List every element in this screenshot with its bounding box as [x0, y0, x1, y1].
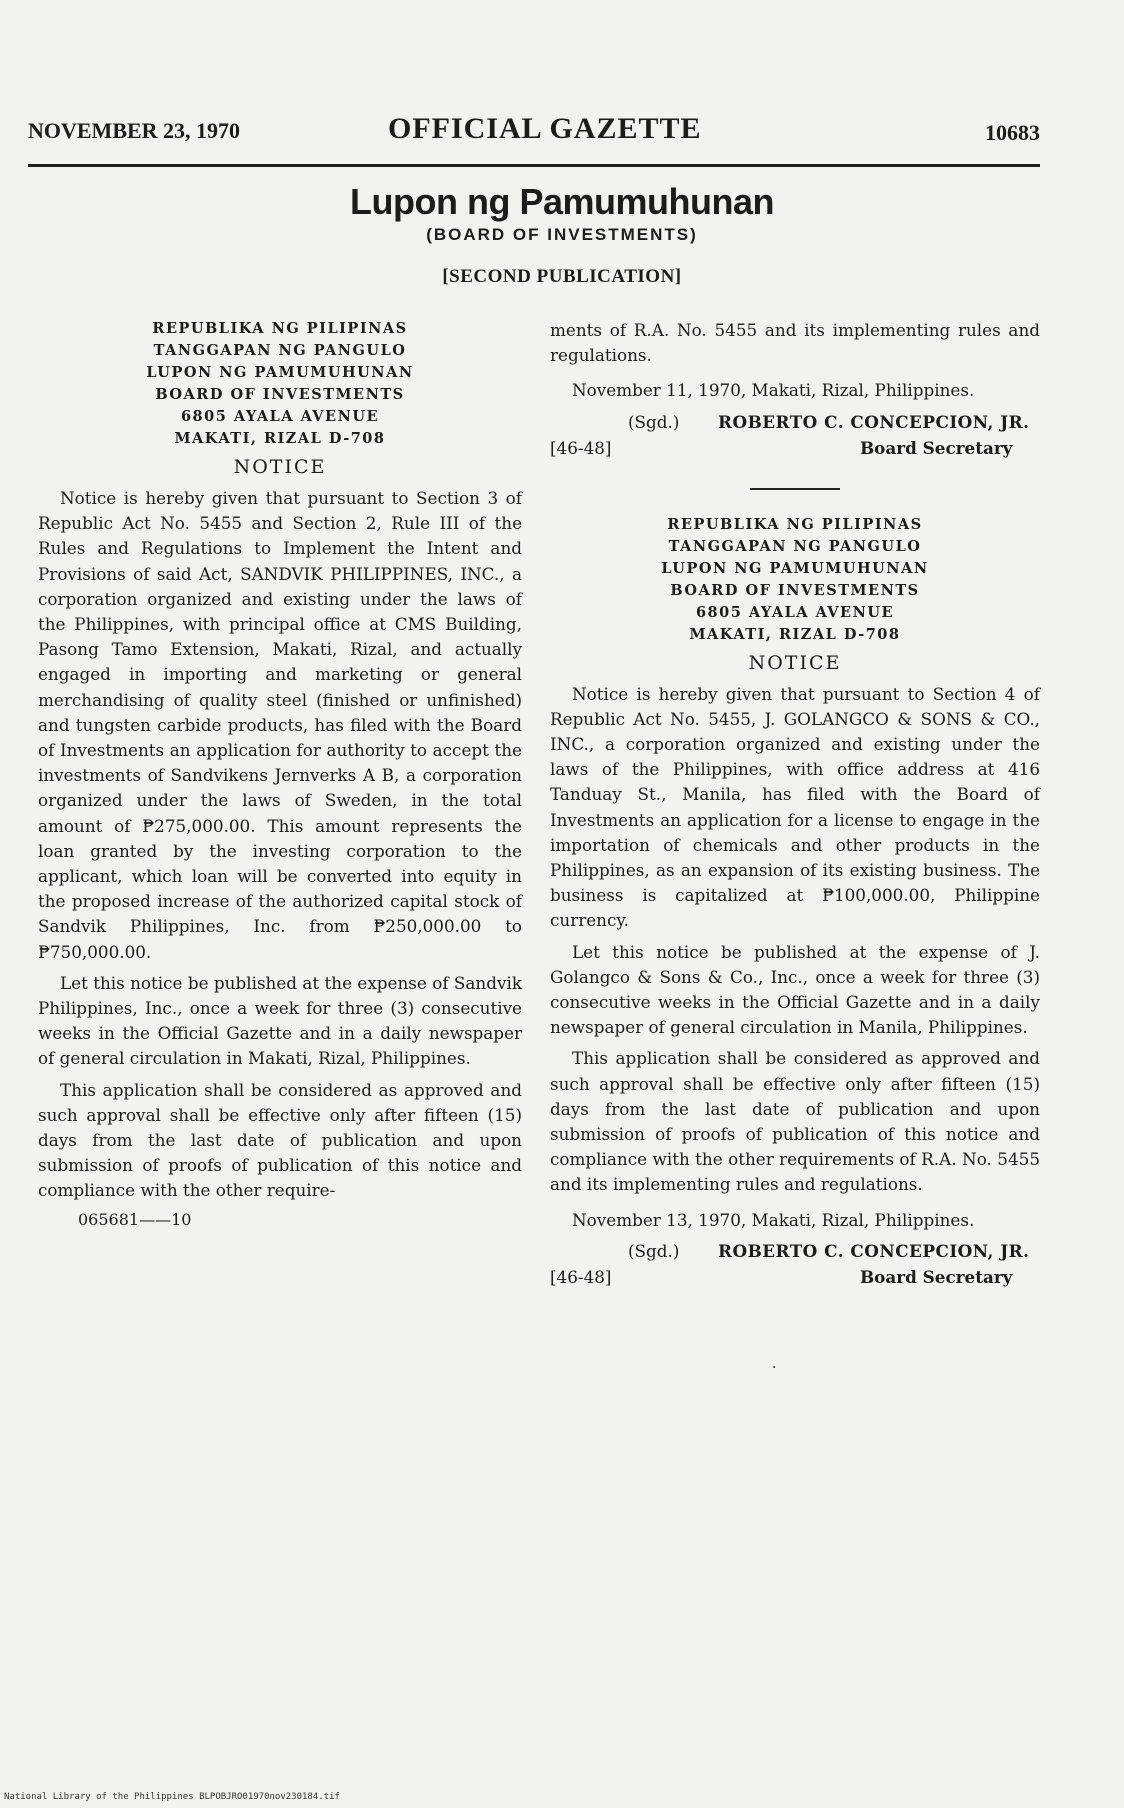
notice1-heading: NOTICE — [233, 456, 327, 478]
signer-role: Board Secretary — [860, 437, 1013, 458]
header-date: NOVEMBER 23, 1970 — [28, 118, 241, 143]
address-line: LUPON NG PAMUMUHUNAN — [661, 559, 929, 577]
section-subtitle: (BOARD OF INVESTMENTS) — [426, 225, 698, 244]
header-page-number: 10683 — [985, 120, 1040, 145]
address-line: TANGGAPAN NG PANGULO — [153, 342, 407, 359]
address-line: 6805 AYALA AVENUE — [695, 603, 895, 621]
stray-dot: · — [772, 1360, 777, 1376]
page-header — [28, 112, 1040, 152]
notice1-paragraph-1: Notice is hereby given that pursuant to Section 3 of Republic Act No. 5455 and Section 2, Rule III of the Rules and Regulations to Implement the Intent and Provisions of said Act, SANDVIK PHILIPPINES, INC., a corporation organized and existing under the laws of the Philippines, with principal office at CMS Building, Pasong Tamo Extension, Makati, Rizal, and actually engaged in importing and marketing or general merchandising of quality steel (finished or unfinished) and tungsten carbide products, has filed with the Board of Investments an application for authority to accept the investments of Sandvikens Jernverks A B, a corporation organized under the laws of Sweden, in the total amount of ₱275,000.00. This amount represents the loan granted by the investing corporation to the applicant, which loan will be converted into equity in the proposed increase of the authorized capital stock of Sandvik Philippines, Inc. from ₱250,000.00 to ₱750,000.00. — [38, 488, 522, 962]
notice1-continuation: ments of R.A. No. 5455 and its implementing rules and regulations. — [550, 320, 1040, 366]
signer-name: ROBERTO C. CONCEPCION, JR. — [718, 1240, 1030, 1261]
notice2-dateline: November 13, 1970, Makati, Rizal, Philippines. — [572, 1209, 975, 1230]
signer-name: ROBERTO C. CONCEPCION, JR. — [718, 411, 1030, 432]
notice2-paragraph-2: Let this notice be published at the expense of J. Golangco & Sons & Co., Inc., once a week for three (3) consecutive weeks in the Official Gazette and in a daily newspaper of general circulation in Manila, Philippines. — [550, 941, 1040, 1038]
signer-role: Board Secretary — [860, 1266, 1013, 1287]
address-line: BOARD OF INVESTMENTS — [155, 386, 405, 403]
notice-separator — [750, 488, 840, 490]
reference-number: [46-48] — [550, 1266, 612, 1287]
address-line: REPUBLIKA NG PILIPINAS — [667, 515, 923, 533]
notice2-signature — [550, 1241, 1040, 1295]
address-line: REPUBLIKA NG PILIPINAS — [152, 320, 408, 337]
print-code: 065681——10 — [78, 1209, 192, 1229]
notice2-address — [550, 514, 1040, 646]
notice1-dateline: November 11, 1970, Makati, Rizal, Philippines. — [572, 380, 975, 401]
header-rule — [28, 164, 1040, 167]
header-title: OFFICIAL GAZETTE — [388, 112, 702, 145]
notice2-heading: NOTICE — [748, 651, 842, 674]
address-line: MAKATI, RIZAL D-708 — [689, 625, 901, 643]
scan-footer: National Library of the Philippines BLPOBJRO01970nov230184.tif — [4, 1792, 340, 1802]
notice2-paragraph-3: This application shall be considered as approved and such approval shall be effective only after fifteen (15) days from the last date of publication and upon submission of proofs of publication of this notice and compliance with the other requirements of R.A. No. 5455 and its implementing rules and regulations. — [550, 1048, 1040, 1195]
notice1-paragraph-3: This application shall be considered as approved and such approval shall be effective only after fifteen (15) days from the last date of publication and upon submission of proofs of publication of this notice and compliance with the other require- — [38, 1079, 522, 1201]
address-line: LUPON NG PAMUMUHUNAN — [146, 364, 414, 381]
reference-number: [46-48] — [550, 437, 612, 458]
left-column — [38, 318, 522, 1229]
address-line: TANGGAPAN NG PANGULO — [668, 537, 922, 555]
publication-label: [SECOND PUBLICATION] — [442, 266, 682, 287]
right-column — [550, 318, 1040, 1295]
section-title: Lupon ng Pamumuhunan — [350, 181, 774, 222]
signed-mark: (Sgd.) — [628, 1240, 680, 1261]
address-line: MAKATI, RIZAL D-708 — [174, 430, 386, 447]
signed-mark: (Sgd.) — [628, 411, 680, 432]
notice1-signature — [550, 412, 1040, 466]
notice2-paragraph-1: Notice is hereby given that pursuant to Section 4 of Republic Act No. 5455, J. GOLANGCO & SONS & CO., INC., a corporation organized and existing under the laws of the Philippines, with office address at 416 Tanduay St., Manila, has filed with the Board of Investments an application for a license to engage in the importation of chemicals and other products in the Philippines, as an expansion of its existing business. The business is capitalized at ₱100,000.00, Philippine currency. — [550, 683, 1040, 931]
section-title-block — [0, 180, 1124, 288]
notice1-paragraph-2: Let this notice be published at the expense of Sandvik Philippines, Inc., once a week for three (3) consecutive weeks in the Official Gazette and in a daily newspaper of general circulation in Makati, Rizal, Philippines. — [38, 972, 522, 1069]
address-line: 6805 AYALA AVENUE — [180, 408, 380, 425]
notice1-address — [38, 318, 522, 450]
address-line: BOARD OF INVESTMENTS — [670, 581, 920, 599]
